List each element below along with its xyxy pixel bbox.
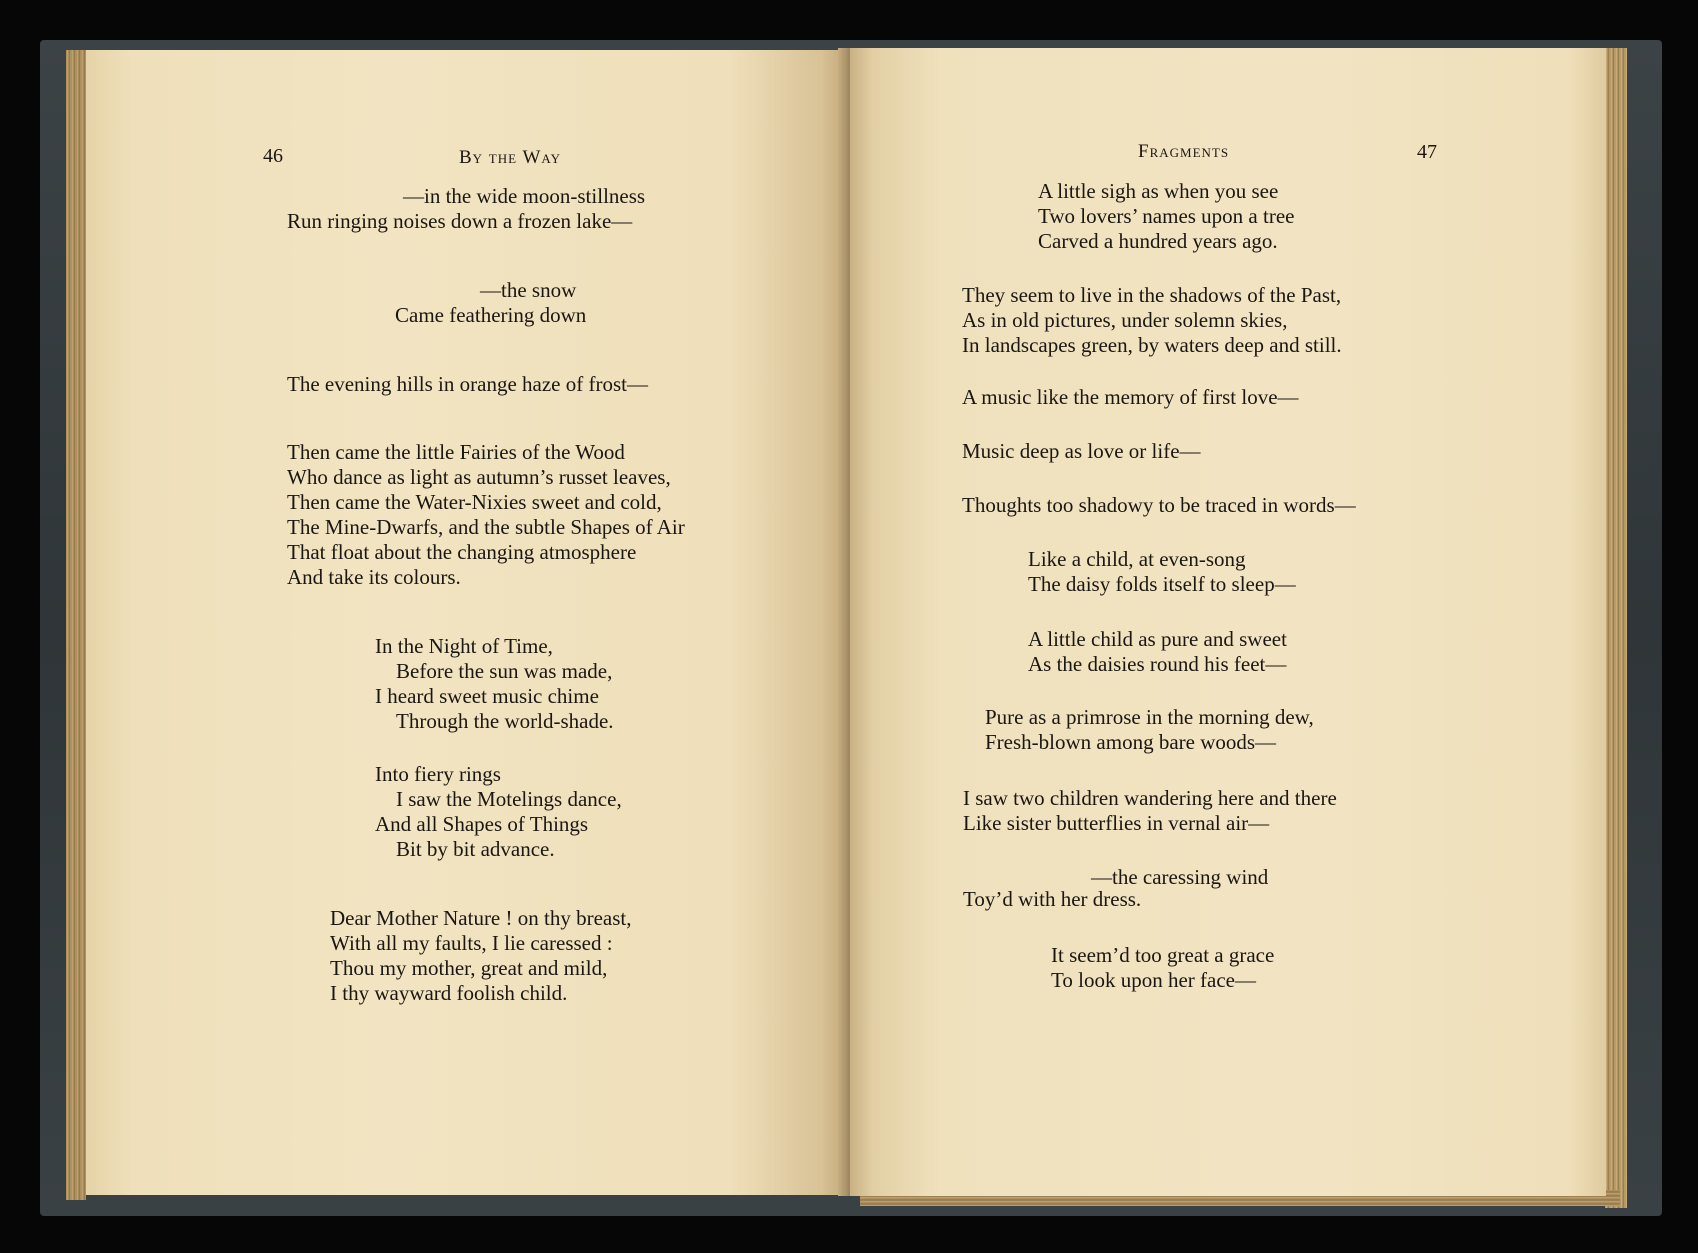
poem-line: Bit by bit advance. bbox=[396, 837, 555, 861]
left-page-edges bbox=[66, 50, 86, 1200]
poem-line: I saw two children wandering here and there bbox=[963, 786, 1337, 810]
poem-line: Toy’d with her dress. bbox=[963, 887, 1142, 911]
page-number: 46 bbox=[263, 145, 283, 167]
poem-line: And take its colours. bbox=[287, 565, 461, 589]
poem-line: As the daisies round his feet— bbox=[1028, 652, 1287, 676]
poem-line: That float about the changing atmosphere bbox=[287, 540, 637, 564]
poem-line: I saw the Motelings dance, bbox=[396, 787, 622, 811]
poem-line: Then came the Water-Nixies sweet and cold, bbox=[287, 490, 662, 514]
poem-line: Thoughts too shadowy to be traced in words— bbox=[962, 493, 1356, 517]
poem-line: Like sister butterflies in vernal air— bbox=[963, 811, 1270, 835]
right-page-edges bbox=[1605, 48, 1627, 1208]
poem-line: Came feathering down bbox=[395, 303, 587, 327]
poem-line: A little child as pure and sweet bbox=[1028, 627, 1287, 651]
poem-line: Before the sun was made, bbox=[396, 659, 613, 683]
poem-line: In landscapes green, by waters deep and still. bbox=[962, 333, 1342, 357]
poem-line: To look upon her face— bbox=[1051, 968, 1256, 992]
poem-line: Then came the little Fairies of the Wood bbox=[287, 440, 625, 464]
poem-line: Music deep as love or life— bbox=[962, 439, 1201, 463]
poem-line: I thy wayward foolish child. bbox=[330, 981, 568, 1005]
poem-line: It seem’d too great a grace bbox=[1051, 943, 1275, 967]
poem-line: Thou my mother, great and mild, bbox=[330, 956, 608, 980]
poem-line: Pure as a primrose in the morning dew, bbox=[985, 705, 1314, 729]
poem-line: A little sigh as when you see bbox=[1038, 179, 1279, 203]
page-number: 47 bbox=[1417, 141, 1437, 163]
poem-line: A music like the memory of first love— bbox=[962, 385, 1299, 409]
running-head: Fragments bbox=[1138, 141, 1230, 162]
poem-line: Run ringing noises down a frozen lake— bbox=[287, 209, 633, 233]
right-page bbox=[850, 48, 1606, 1196]
poem-line: In the Night of Time, bbox=[375, 634, 553, 658]
poem-line: The Mine-Dwarfs, and the subtle Shapes of Air bbox=[287, 515, 685, 539]
poem-line: Two lovers’ names upon a tree bbox=[1038, 204, 1295, 228]
poem-line: Into fiery rings bbox=[375, 762, 501, 786]
poem-line: Like a child, at even-song bbox=[1028, 547, 1246, 571]
poem-line: I heard sweet music chime bbox=[375, 684, 599, 708]
poem-line: As in old pictures, under solemn skies, bbox=[962, 308, 1288, 332]
poem-line: —the snow bbox=[480, 278, 577, 302]
poem-line: —the caressing wind bbox=[1091, 865, 1269, 889]
poem-line: Carved a hundred years ago. bbox=[1038, 229, 1278, 253]
poem-line: Dear Mother Nature ! on thy breast, bbox=[330, 906, 632, 930]
poem-line: They seem to live in the shadows of the Past, bbox=[962, 283, 1342, 307]
poem-line: Through the world-shade. bbox=[396, 709, 614, 733]
poem-line: Fresh-blown among bare woods— bbox=[985, 730, 1277, 754]
poem-line: With all my faults, I lie caressed : bbox=[330, 931, 613, 955]
running-head: By the Way bbox=[459, 147, 562, 168]
poem-line: And all Shapes of Things bbox=[375, 812, 589, 836]
poem-line: Who dance as light as autumn’s russet leaves, bbox=[287, 465, 671, 489]
left-page bbox=[86, 50, 844, 1195]
poem-line: The daisy folds itself to sleep— bbox=[1028, 572, 1296, 596]
poem-line: —in the wide moon-stillness bbox=[403, 184, 646, 208]
poem-line: The evening hills in orange haze of frost— bbox=[287, 372, 648, 396]
